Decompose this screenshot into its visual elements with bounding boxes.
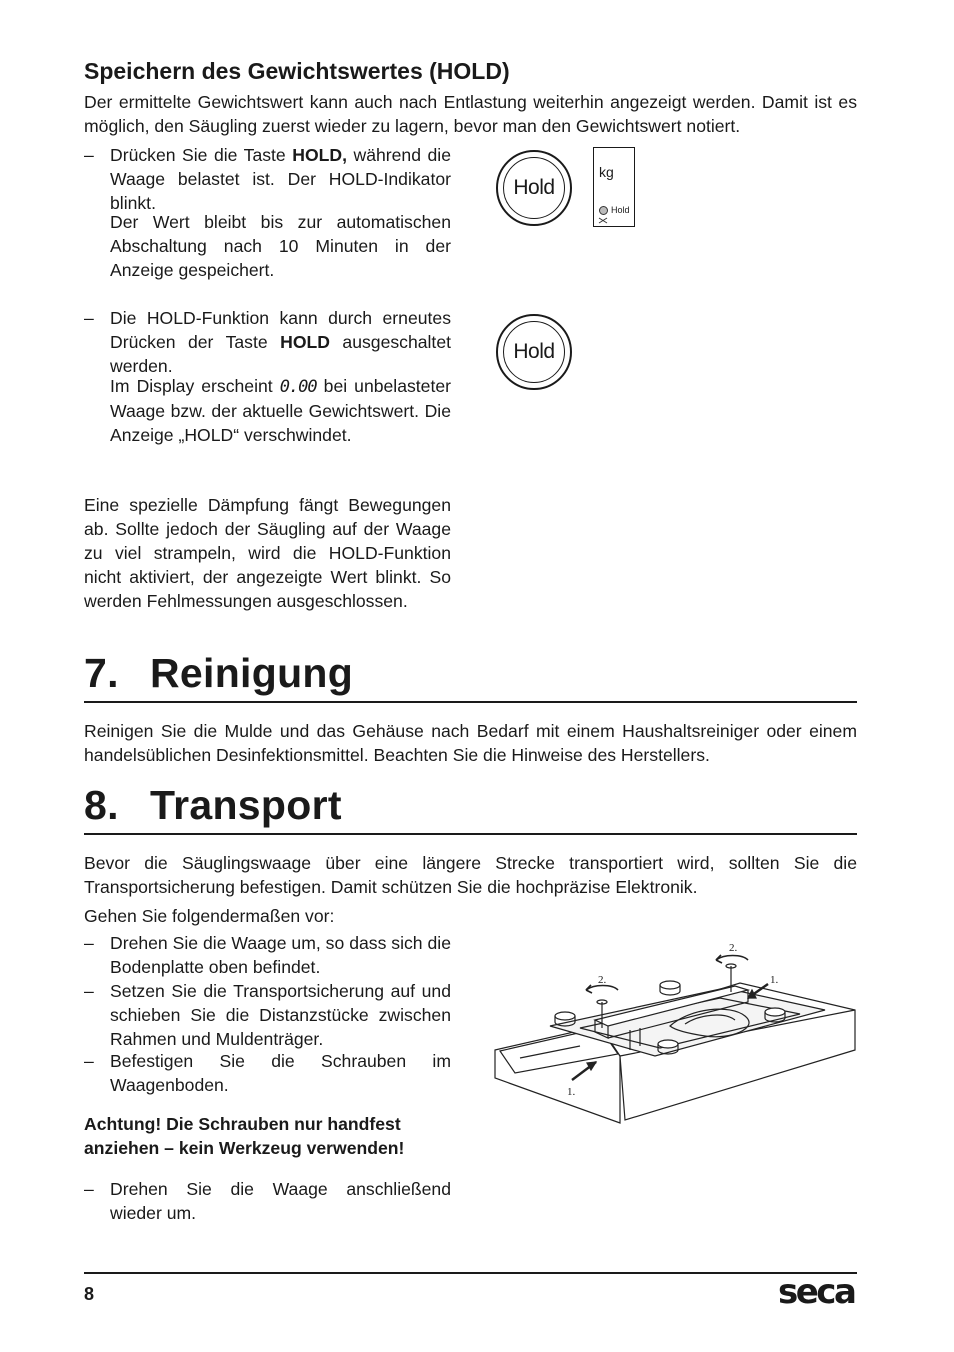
list-dash: – xyxy=(84,981,94,1001)
list-dash: – xyxy=(84,145,94,165)
transport-step-1: Drehen Sie die Waage um, so dass sich die Bodenplatte oben befindet. xyxy=(110,933,451,977)
blink-marks-icon xyxy=(598,217,608,224)
footer-rule xyxy=(84,1272,857,1274)
heading-rule xyxy=(84,701,857,703)
list-dash: – xyxy=(84,1179,94,1199)
page-number: 8 xyxy=(84,1284,95,1304)
hold-button-icon xyxy=(496,150,572,226)
figure-label-step2: 2. xyxy=(729,942,738,954)
hold-button-label: Hold xyxy=(513,340,555,363)
figure-label-step2: 2. xyxy=(598,974,607,986)
hold-step-1-detail: Der Wert bleibt bis zur automatischen Abschaltung nach 10 Minuten in der Anzeige gespeichert. xyxy=(110,212,451,280)
hold-button-icon xyxy=(496,314,572,390)
transport-lock-illustration xyxy=(490,938,860,1128)
list-dash: – xyxy=(84,1051,94,1071)
hold-step-2: Die HOLD-Funktion kann durch erneutes Drücken der Taste HOLD ausgeschaltet werden. xyxy=(110,308,451,376)
transport-step-3: Befestigen Sie die Schrauben im Waagenboden. xyxy=(110,1051,451,1095)
transport-warning: Achtung! Die Schrauben nur handfest anziehen – kein Werkzeug verwenden! xyxy=(84,1114,405,1158)
figure-label-step1: 1. xyxy=(770,974,779,986)
section-heading-hold: Speichern des Gewichtswertes (HOLD) xyxy=(84,58,510,84)
cleaning-paragraph: Reinigen Sie die Mulde und das Gehäuse nach Bedarf mit einem Haushaltsreiniger oder einem handelsüblichen Desinfektionsmittel. Beachten Sie die Hinweise des Herstellers. xyxy=(84,721,857,765)
list-dash: – xyxy=(84,933,94,953)
hold-button-label: Hold xyxy=(513,176,555,199)
hold-step-2-detail: Im Display erscheint 0.00 bei unbelasteter Waage bzw. der aktuelle Gewichtswert. Die Anzeige „HOLD“ verschwindet. xyxy=(110,376,451,445)
hold-step-1: Drücken Sie die Taste HOLD, während die Waage belastet ist. Der HOLD-Indikator blinkt. xyxy=(110,145,451,213)
transport-final-step: Drehen Sie die Waage anschließend wieder um. xyxy=(110,1179,451,1223)
heading-rule xyxy=(84,833,857,835)
seca-logo: seca xyxy=(778,1272,855,1312)
display-unit: kg xyxy=(599,164,614,180)
damping-paragraph: Eine spezielle Dämpfung fängt Bewegungen ab. Sollte jedoch der Säugling auf der Waage zu viel strampeln, wird die HOLD-Funktion nicht aktiviert, der angezeigte Wert blinkt. So werden Fehlmessungen ausgeschlossen. xyxy=(84,495,451,611)
figure-label-step1: 1. xyxy=(567,1086,576,1098)
section-heading-cleaning: 7. Reinigung xyxy=(84,650,354,696)
section-heading-transport: 8. Transport xyxy=(84,782,342,828)
transport-step-2: Setzen Sie die Transportsicherung auf und schieben Sie die Distanzstücke zwischen Rahmen und Muldenträger. xyxy=(110,981,451,1049)
transport-intro: Bevor die Säuglingswaage über eine längere Strecke transportiert wird, sollten Sie die Transportsicherung befestigen. Damit schützen Sie die hochpräzise Elektronik. xyxy=(84,853,857,897)
lcd-zero-reading: 0.00 xyxy=(279,377,317,397)
list-dash: – xyxy=(84,308,94,328)
scale-display-icon xyxy=(593,147,635,227)
hold-intro: Der ermittelte Gewichtswert kann auch nach Entlastung weiterhin angezeigt werden. Damit ist es möglich, den Säugling zuerst wieder zu lagern, bevor man den Gewichtswert notiert. xyxy=(84,92,857,136)
transport-lead: Gehen Sie folgendermaßen vor: xyxy=(84,906,335,926)
display-hold-indicator: Hold xyxy=(611,205,630,215)
hold-indicator-lamp xyxy=(599,206,608,215)
